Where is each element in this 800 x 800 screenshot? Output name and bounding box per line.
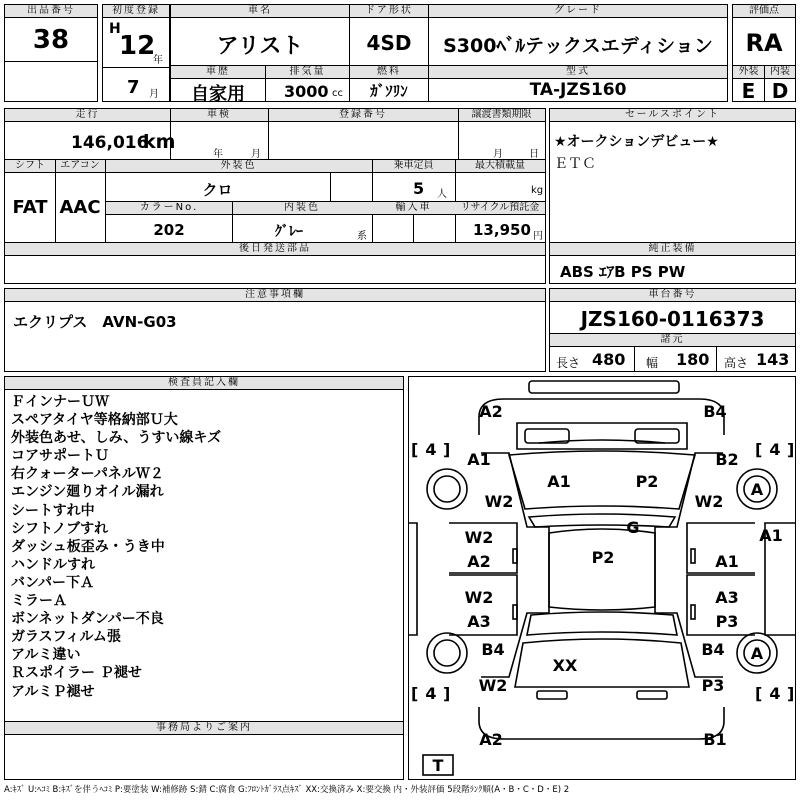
- tire-bracket-open: [: [755, 440, 763, 459]
- door-type: 4SD: [366, 31, 412, 55]
- mark-lf-wheel: A: [750, 480, 764, 499]
- tire-bracket-close: ]: [443, 684, 451, 703]
- year-unit: 年: [153, 55, 163, 66]
- exterior-color-label: 外装色: [105, 160, 372, 173]
- history-cell: [170, 65, 266, 105]
- mark-rr-wheel: A: [750, 644, 764, 663]
- inspector-note: シフトノブすれ: [11, 520, 109, 537]
- inspector-note: バンパー下Ａ: [11, 574, 95, 591]
- inspector-note: スペアタイヤ等格納部Ｕ大: [11, 412, 178, 429]
- mark-rr-door-a: A3: [715, 588, 739, 607]
- mark-rf-door: A1: [715, 552, 739, 571]
- inspector-box: [4, 376, 404, 780]
- exterior-score: E: [741, 79, 756, 103]
- tire-bracket-close: ]: [443, 440, 451, 459]
- exterior-cell: [732, 65, 765, 102]
- chassis-number: JZS160-0116373: [580, 307, 765, 331]
- tire-bracket-close: ]: [787, 440, 795, 459]
- mark-lr-door-w: W2: [464, 588, 494, 607]
- score: RA: [745, 29, 783, 57]
- caution-text: エクリプス AVN-G03: [13, 313, 177, 331]
- tire-depth-rear-left: 4: [425, 684, 437, 703]
- inspection-label: 車検: [170, 109, 268, 122]
- tire-bracket-open: [: [755, 684, 763, 703]
- recycle-fee: 13,950: [473, 221, 531, 239]
- width-label: 幅: [646, 356, 659, 370]
- mark-right-pillar: A1: [759, 526, 783, 545]
- model-cell: [428, 65, 728, 102]
- color-no-label: カラーNo.: [106, 202, 232, 215]
- tire-bracket-close: ]: [787, 684, 795, 703]
- model-label: 型式: [429, 66, 727, 79]
- length: 480: [592, 350, 626, 369]
- mark-rr-door-p: P3: [715, 612, 739, 631]
- shift: FAT: [12, 197, 48, 218]
- lot-number-label: 出品番号: [5, 5, 97, 18]
- mark-trunk: XX: [552, 656, 578, 675]
- genuine-equipment: ABS ｴｱB PS PW: [560, 263, 686, 281]
- mark-lf-fender: A1: [467, 450, 491, 469]
- transfer-day-unit: 日: [529, 149, 539, 160]
- car-name-label: 車名: [171, 5, 349, 18]
- length-label: 長さ: [556, 356, 581, 370]
- inspector-notes: [11, 393, 401, 701]
- score-cell: [732, 4, 796, 66]
- sales-point-label: セールスポイント: [550, 109, 795, 122]
- sales-point-line-1: ★オークションデビュー★: [554, 134, 719, 150]
- lot-number-cell: [4, 4, 98, 102]
- ac-label: エアコン: [55, 160, 105, 173]
- inspector-note: シートすれ中: [11, 502, 95, 519]
- interior-cell: [764, 65, 796, 102]
- width: 180: [676, 350, 710, 369]
- mark-lf-fender-lower: W2: [484, 492, 514, 511]
- mileage-label: 走行: [5, 109, 170, 122]
- grade: S300ﾍﾞﾙテックスエディション: [443, 35, 713, 57]
- registration-year: 12: [119, 31, 156, 61]
- inspector-note: エンジン廻りオイル漏れ: [11, 484, 164, 501]
- recycle-unit: 円: [533, 231, 543, 242]
- spare-tire-mark: T: [432, 756, 444, 775]
- tire-depth-rear-right: 4: [769, 684, 781, 703]
- car-outline: [409, 377, 795, 779]
- office-label: 事務局よりご案内: [5, 722, 403, 735]
- mark-lr-door-a: A3: [467, 612, 491, 631]
- mark-roof-g: G: [626, 518, 640, 537]
- capacity: 5: [413, 179, 425, 198]
- mark-hood-right: P2: [635, 472, 659, 491]
- score-label: 評価点: [733, 5, 795, 18]
- inspector-note: ボンネットダンパー不良: [11, 611, 164, 628]
- interior-color: ｸﾞﾚｰ: [275, 224, 303, 240]
- inspector-note: ダッシュ板歪み・うき中: [11, 538, 165, 555]
- car-name: アリスト: [216, 34, 304, 59]
- header-section: [4, 4, 796, 104]
- history-label: 車歴: [171, 66, 265, 79]
- fuel-label: 燃料: [350, 66, 428, 79]
- era: H: [109, 21, 121, 37]
- door-cell: [349, 4, 429, 66]
- inspector-note: ガラスフィルム張: [11, 629, 121, 646]
- inspector-note: アルミ違い: [11, 647, 81, 664]
- load-label: 最大積載量: [455, 160, 545, 173]
- capacity-label: 乗車定員: [372, 160, 455, 173]
- inspector-note: 右クォーターパネルＷ２: [11, 466, 164, 483]
- fuel-cell: [349, 65, 429, 102]
- load-unit: kg: [531, 185, 544, 196]
- mark-lf-door-a: A2: [467, 552, 491, 571]
- inspector-note: コアサポートＵ: [11, 448, 109, 465]
- exterior-color: クロ: [202, 181, 233, 199]
- inspector-note: ハンドルすれ: [11, 556, 95, 573]
- mileage-unit: km: [143, 131, 176, 153]
- tire-bracket-open: [: [411, 440, 419, 459]
- mark-rear-left-bumper: A2: [479, 730, 503, 749]
- air-conditioner: AAC: [59, 197, 101, 218]
- model: TA-JZS160: [529, 80, 627, 100]
- exterior-label: 外装: [733, 66, 764, 79]
- inspector-label: 検査員記入欄: [5, 377, 403, 390]
- vehicle-data-grid: [4, 108, 546, 284]
- fuel: ｶﾞｿﾘﾝ: [370, 82, 408, 100]
- inspection-month-unit: 月: [251, 149, 261, 160]
- inspector-note: 外装色あせ、しみ、うすい線キズ: [11, 430, 222, 447]
- tire-depth-front-right: 4: [769, 440, 781, 459]
- transfer-month-unit: 月: [493, 149, 503, 160]
- interior-label: 内装: [765, 66, 795, 79]
- caution-box: [4, 288, 546, 372]
- car-diagram: [408, 376, 796, 780]
- mark-lf-door-w: W2: [464, 528, 494, 547]
- height: 143: [756, 350, 790, 369]
- chassis-label: 車台番号: [550, 289, 795, 302]
- grade-label: グレード: [429, 5, 727, 18]
- mark-roof: P2: [591, 548, 615, 567]
- inspector-note: アルミＰ褪せ: [11, 683, 95, 700]
- mark-rf-fender-lower: W2: [694, 492, 724, 511]
- sales-point-line-2: ＥＴＣ: [554, 156, 596, 172]
- inspection-year-unit: 年: [213, 149, 223, 160]
- legend: A:ｷｽﾞ U:ﾍｺﾐ B:ｷｽﾞを伴うﾍｺﾐ P:要塗装 W:補修跡 S:錆 C:腐食 G:ﾌﾛﾝﾄｶﾞﾗｽ点ｷｽﾞ XX:交換済み X:要交換 内・外装評価 5段階ﾗﾝｸ順(A・B・C・D・E) 2: [4, 785, 570, 795]
- shift-label: シフト: [5, 160, 55, 173]
- mark-rear-right-bumper: B1: [703, 730, 727, 749]
- capacity-unit: 人: [437, 189, 447, 200]
- chassis-box: [549, 288, 796, 372]
- inspector-note: ミラーＡ: [11, 593, 67, 610]
- month-unit: 月: [149, 89, 159, 100]
- grade-cell: [428, 4, 728, 66]
- displacement-cell: [265, 65, 350, 102]
- interior-score: D: [771, 79, 789, 103]
- interior-color-label: 内装色: [232, 202, 372, 215]
- mark-front-right-bumper: B4: [703, 402, 727, 421]
- genuine-equipment-label: 純正装備: [550, 243, 795, 256]
- mark-lr-quarter: B4: [481, 640, 505, 659]
- caution-label: 注意事項欄: [5, 289, 545, 302]
- inspector-note: ＦインナーＵＷ: [11, 394, 109, 410]
- height-label: 高さ: [724, 356, 749, 370]
- recycle-label: リサイクル預託金: [455, 202, 545, 215]
- displacement: 3000: [284, 82, 329, 101]
- interior-color-unit: 系: [357, 231, 367, 242]
- door-label: ドア形状: [350, 5, 428, 18]
- sales-point-box: [549, 108, 796, 284]
- mark-front-left-bumper: A2: [479, 402, 503, 421]
- plate-label: 登録番号: [268, 109, 458, 122]
- tire-bracket-open: [: [411, 684, 419, 703]
- registration-month: 7: [127, 77, 140, 98]
- lot-number: 38: [32, 25, 70, 55]
- mark-rr-lower: P3: [701, 676, 725, 695]
- spec-label: 諸元: [550, 334, 795, 347]
- first-registration-cell: [102, 4, 170, 102]
- displacement-label: 排気量: [266, 66, 349, 79]
- mark-hood-left: A1: [547, 472, 571, 491]
- first-registration-label: 初度登録: [103, 5, 169, 18]
- mileage: 146,016: [71, 133, 149, 153]
- displacement-unit: cc: [332, 88, 343, 99]
- import-label: 輸入車: [372, 202, 455, 215]
- transfer-label: 譲渡書類期限: [458, 109, 545, 122]
- tire-depth-front-left: 4: [425, 440, 437, 459]
- mark-lr-lower: W2: [478, 676, 508, 695]
- mark-rf-fender: B2: [715, 450, 739, 469]
- car-name-cell: [170, 4, 350, 66]
- history: 自家用: [191, 84, 245, 105]
- color-number: 202: [153, 221, 185, 239]
- later-parts-label: 後日発送部品: [5, 243, 545, 256]
- inspector-note: Ｒスポイラー Ｐ褪せ: [11, 665, 142, 682]
- mark-rr-quarter: B4: [701, 640, 725, 659]
